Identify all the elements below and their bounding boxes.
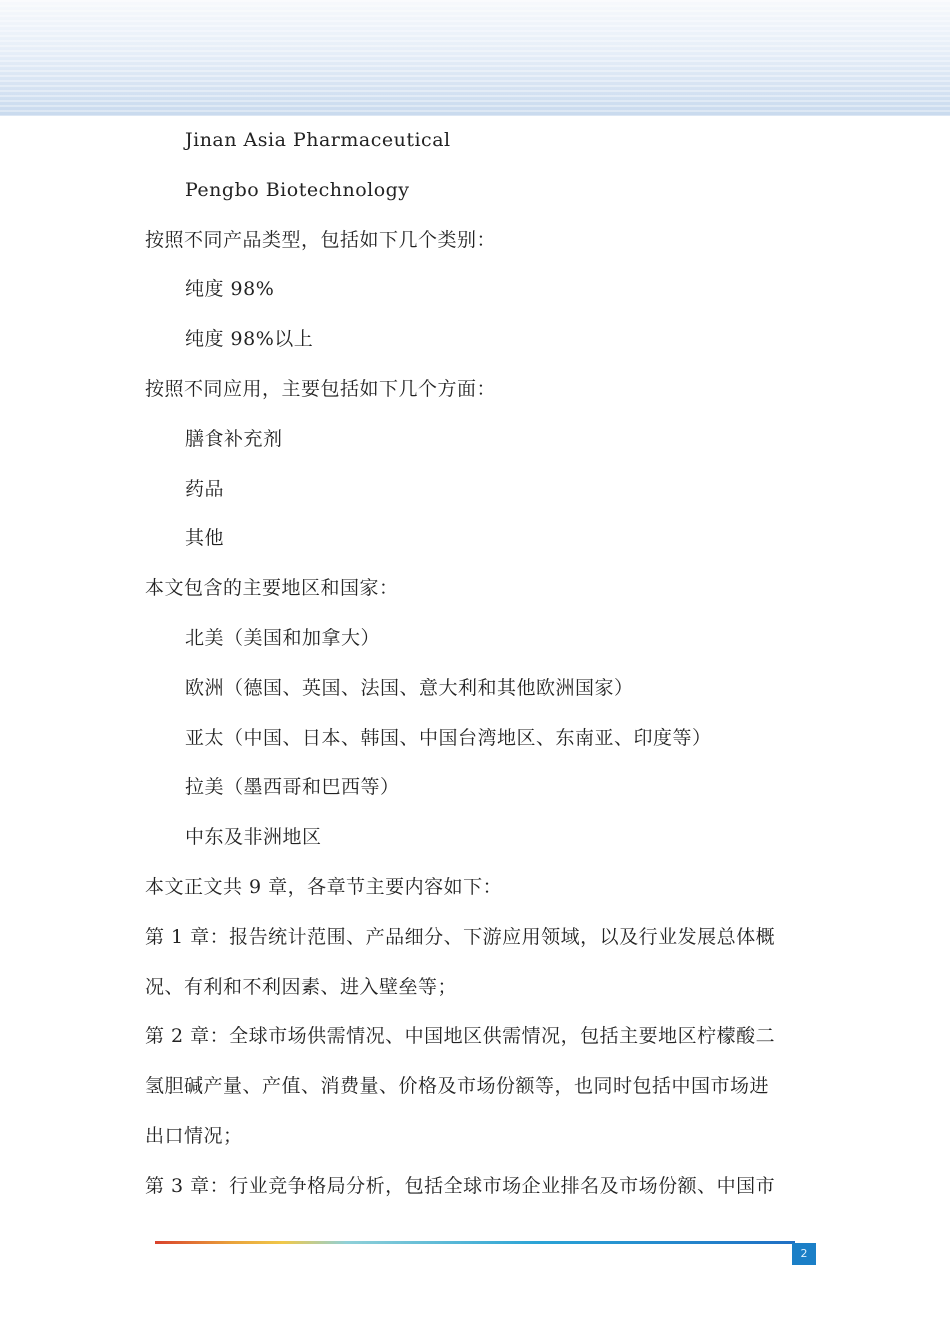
text-line: 本文正文共 9 章，各章节主要内容如下： — [145, 876, 503, 898]
text-line: 拉美（墨西哥和巴西等） — [185, 776, 400, 798]
text-line: 按照不同产品类型，包括如下几个类别： — [145, 229, 497, 251]
text-line: 第 2 章：全球市场供需情况、中国地区供需情况，包括主要地区柠檬酸二 — [145, 1025, 776, 1047]
text-line: 纯度 98% — [185, 278, 275, 300]
page-header-band — [0, 0, 950, 116]
text-line: 其他 — [185, 527, 225, 549]
text-line: 按照不同应用，主要包括如下几个方面： — [145, 378, 497, 400]
text-line: 膳食补充剂 — [185, 428, 283, 450]
page-number: 2 — [792, 1243, 816, 1265]
text-line: 本文包含的主要地区和国家： — [145, 577, 399, 599]
text-line: 氢胆碱产量、产值、消费量、价格及市场份额等，也同时包括中国市场进 — [145, 1075, 770, 1097]
text-line: 药品 — [185, 478, 225, 500]
text-line: 纯度 98%以上 — [185, 328, 314, 350]
text-line: 第 1 章：报告统计范围、产品细分、下游应用领域，以及行业发展总体概 — [145, 926, 776, 948]
text-line: 第 3 章：行业竞争格局分析，包括全球市场企业排名及市场份额、中国市 — [145, 1175, 776, 1197]
footer-rule — [155, 1241, 795, 1244]
text-line: Jinan Asia Pharmaceutical — [185, 129, 451, 151]
text-line: 北美（美国和加拿大） — [185, 627, 381, 649]
text-line: 欧洲（德国、英国、法国、意大利和其他欧洲国家） — [185, 677, 634, 699]
text-line: 中东及非洲地区 — [185, 826, 322, 848]
text-line: 况、有利和不利因素、进入壁垒等； — [145, 976, 458, 998]
text-line: 亚太（中国、日本、韩国、中国台湾地区、东南亚、印度等） — [185, 727, 712, 749]
text-line: Pengbo Biotechnology — [185, 179, 410, 201]
text-line: 出口情况； — [145, 1125, 243, 1147]
